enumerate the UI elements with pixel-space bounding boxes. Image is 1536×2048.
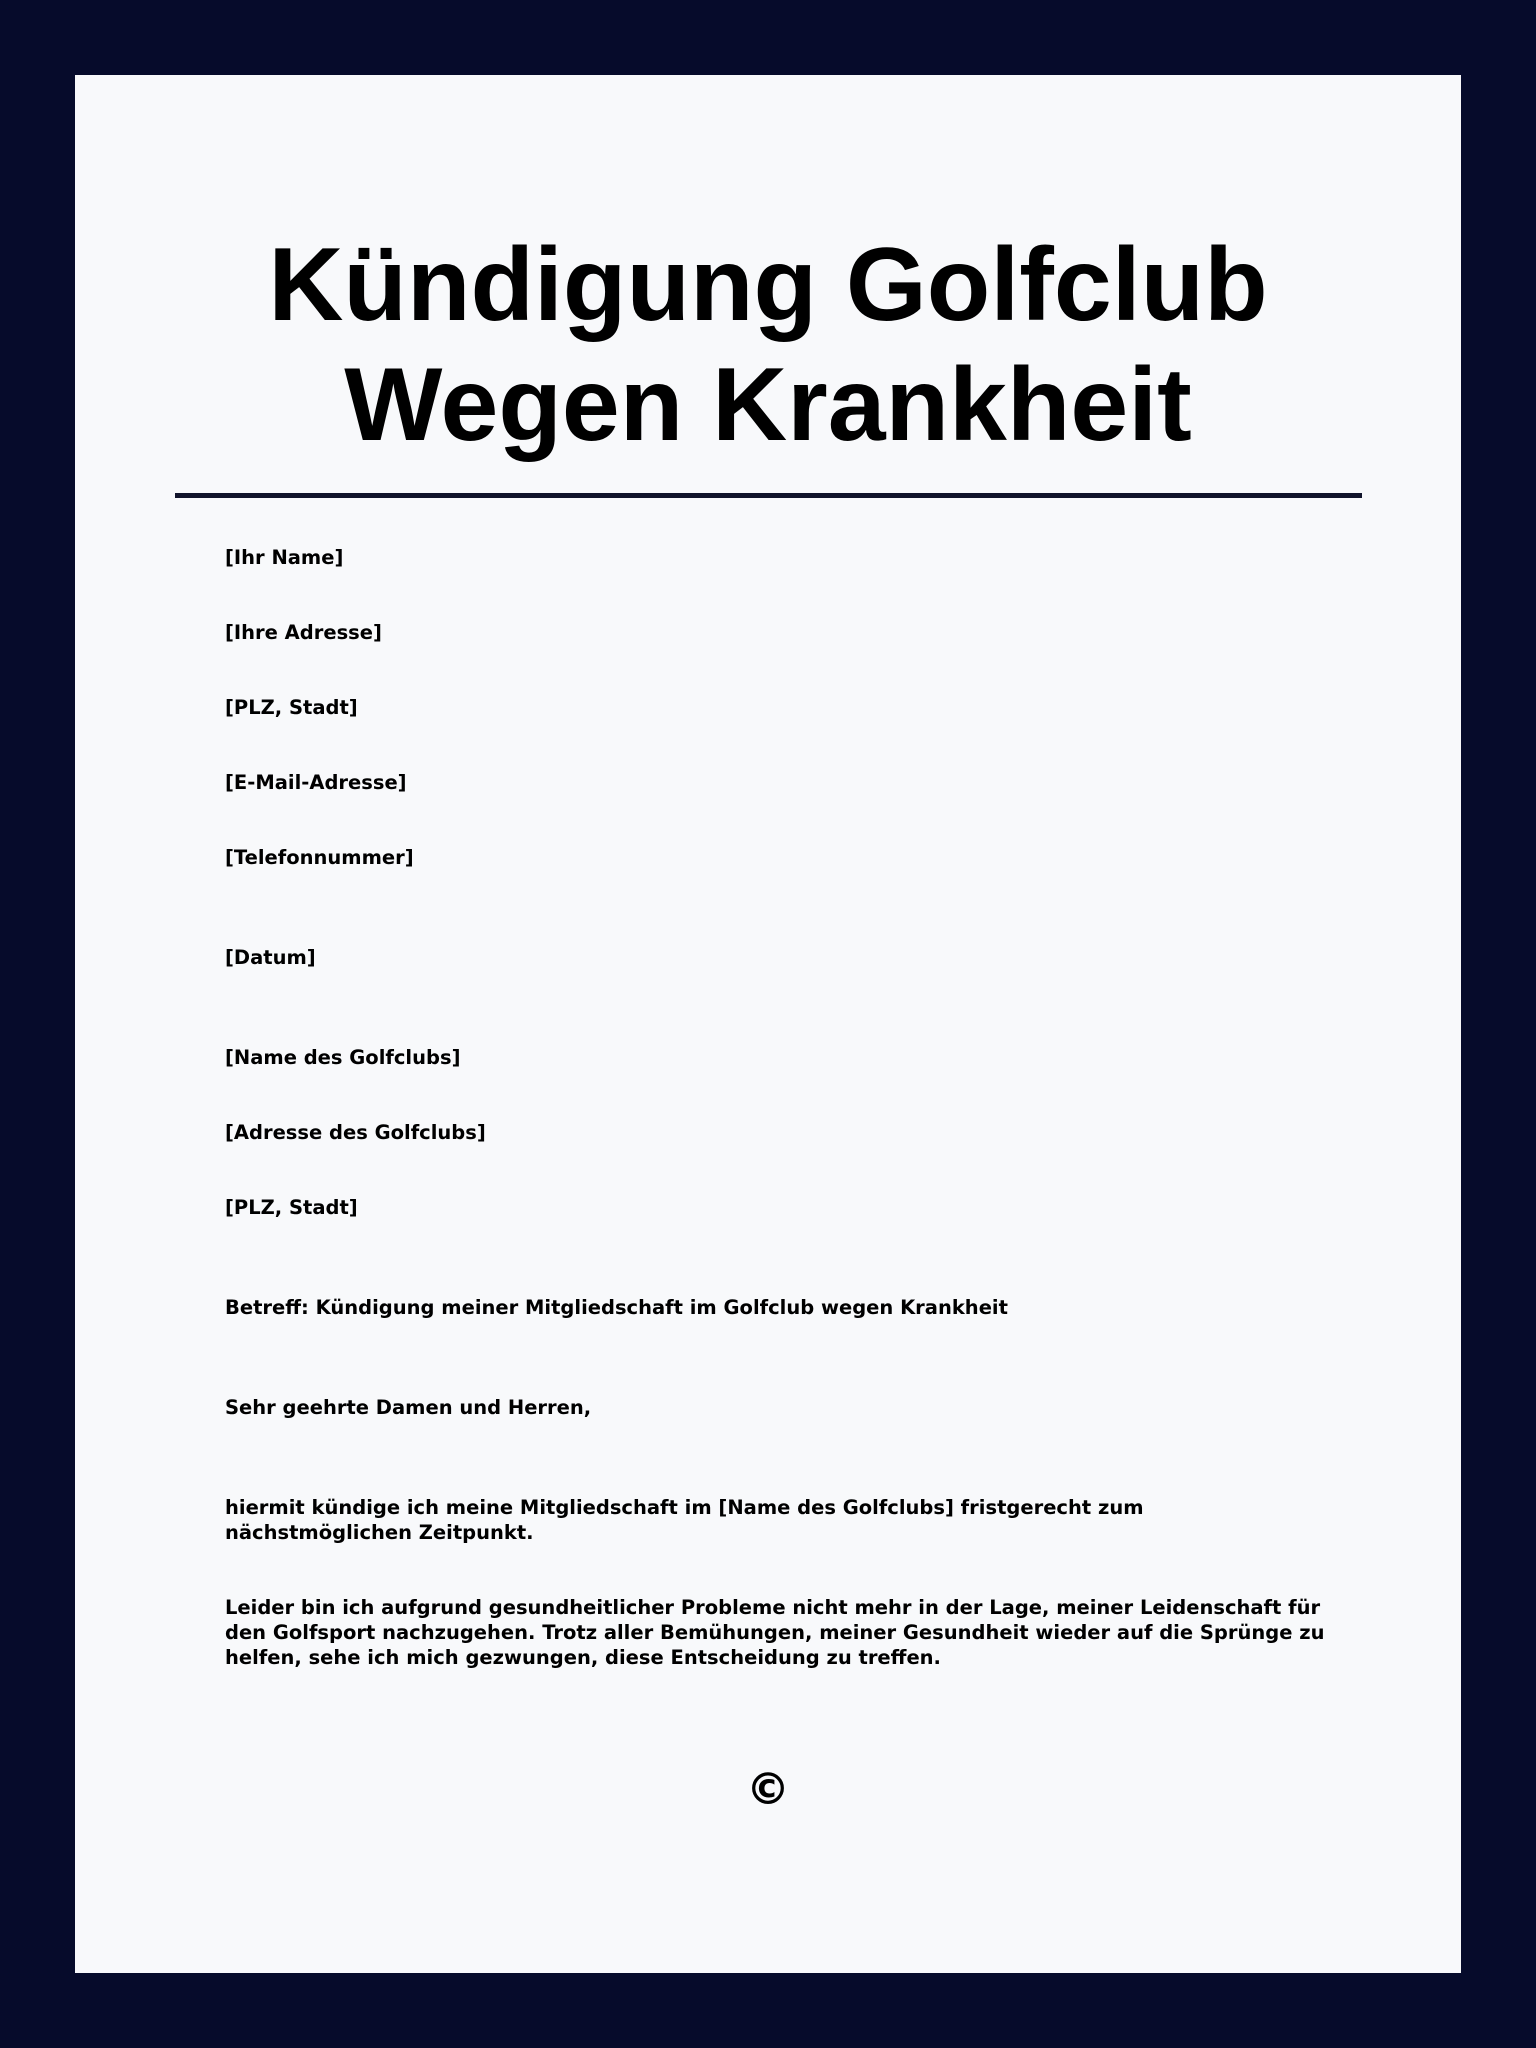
letter-date: [Datum] [225, 946, 316, 969]
letter-paragraph-1: hiermit kündige ich meine Mitgliedschaft im [Name des Golfclubs] fristgerecht zum nächstmöglichen Zeitpunkt. [225, 1496, 1144, 1544]
title-line-1: Kündigung Golfclub [268, 227, 1268, 343]
letter-paragraph-2: Leider bin ich aufgrund gesundheitlicher Probleme nicht mehr in der Lage, meiner Leidenschaft für den Golfsport nachzugehen. Trotz aller Bemühungen, meiner Gesundheit wieder auf die Sprünge zu helfen, sehe ich mich gezwungen, diese Entscheidung zu treffen. [225, 1596, 1325, 1669]
document-page [75, 75, 1461, 1973]
letter-salutation: Sehr geehrte Damen und Herren, [225, 1396, 592, 1419]
sender-phone: [Telefonnummer] [225, 846, 414, 869]
copyright-icon: © [746, 1764, 790, 1815]
sender-name: [Ihr Name] [225, 546, 344, 569]
recipient-name: [Name des Golfclubs] [225, 1046, 461, 1069]
sender-city: [PLZ, Stadt] [225, 696, 358, 719]
sender-email: [E-Mail-Adresse] [225, 771, 407, 794]
recipient-city: [PLZ, Stadt] [225, 1196, 358, 1219]
document-title [75, 225, 1461, 465]
title-line-2: Wegen Krankheit [344, 347, 1192, 463]
sender-address: [Ihre Adresse] [225, 621, 382, 644]
title-divider [175, 493, 1362, 498]
recipient-address: [Adresse des Golfclubs] [225, 1121, 486, 1144]
letter-subject: Betreff: Kündigung meiner Mitgliedschaft im Golfclub wegen Krankheit [225, 1296, 1008, 1319]
